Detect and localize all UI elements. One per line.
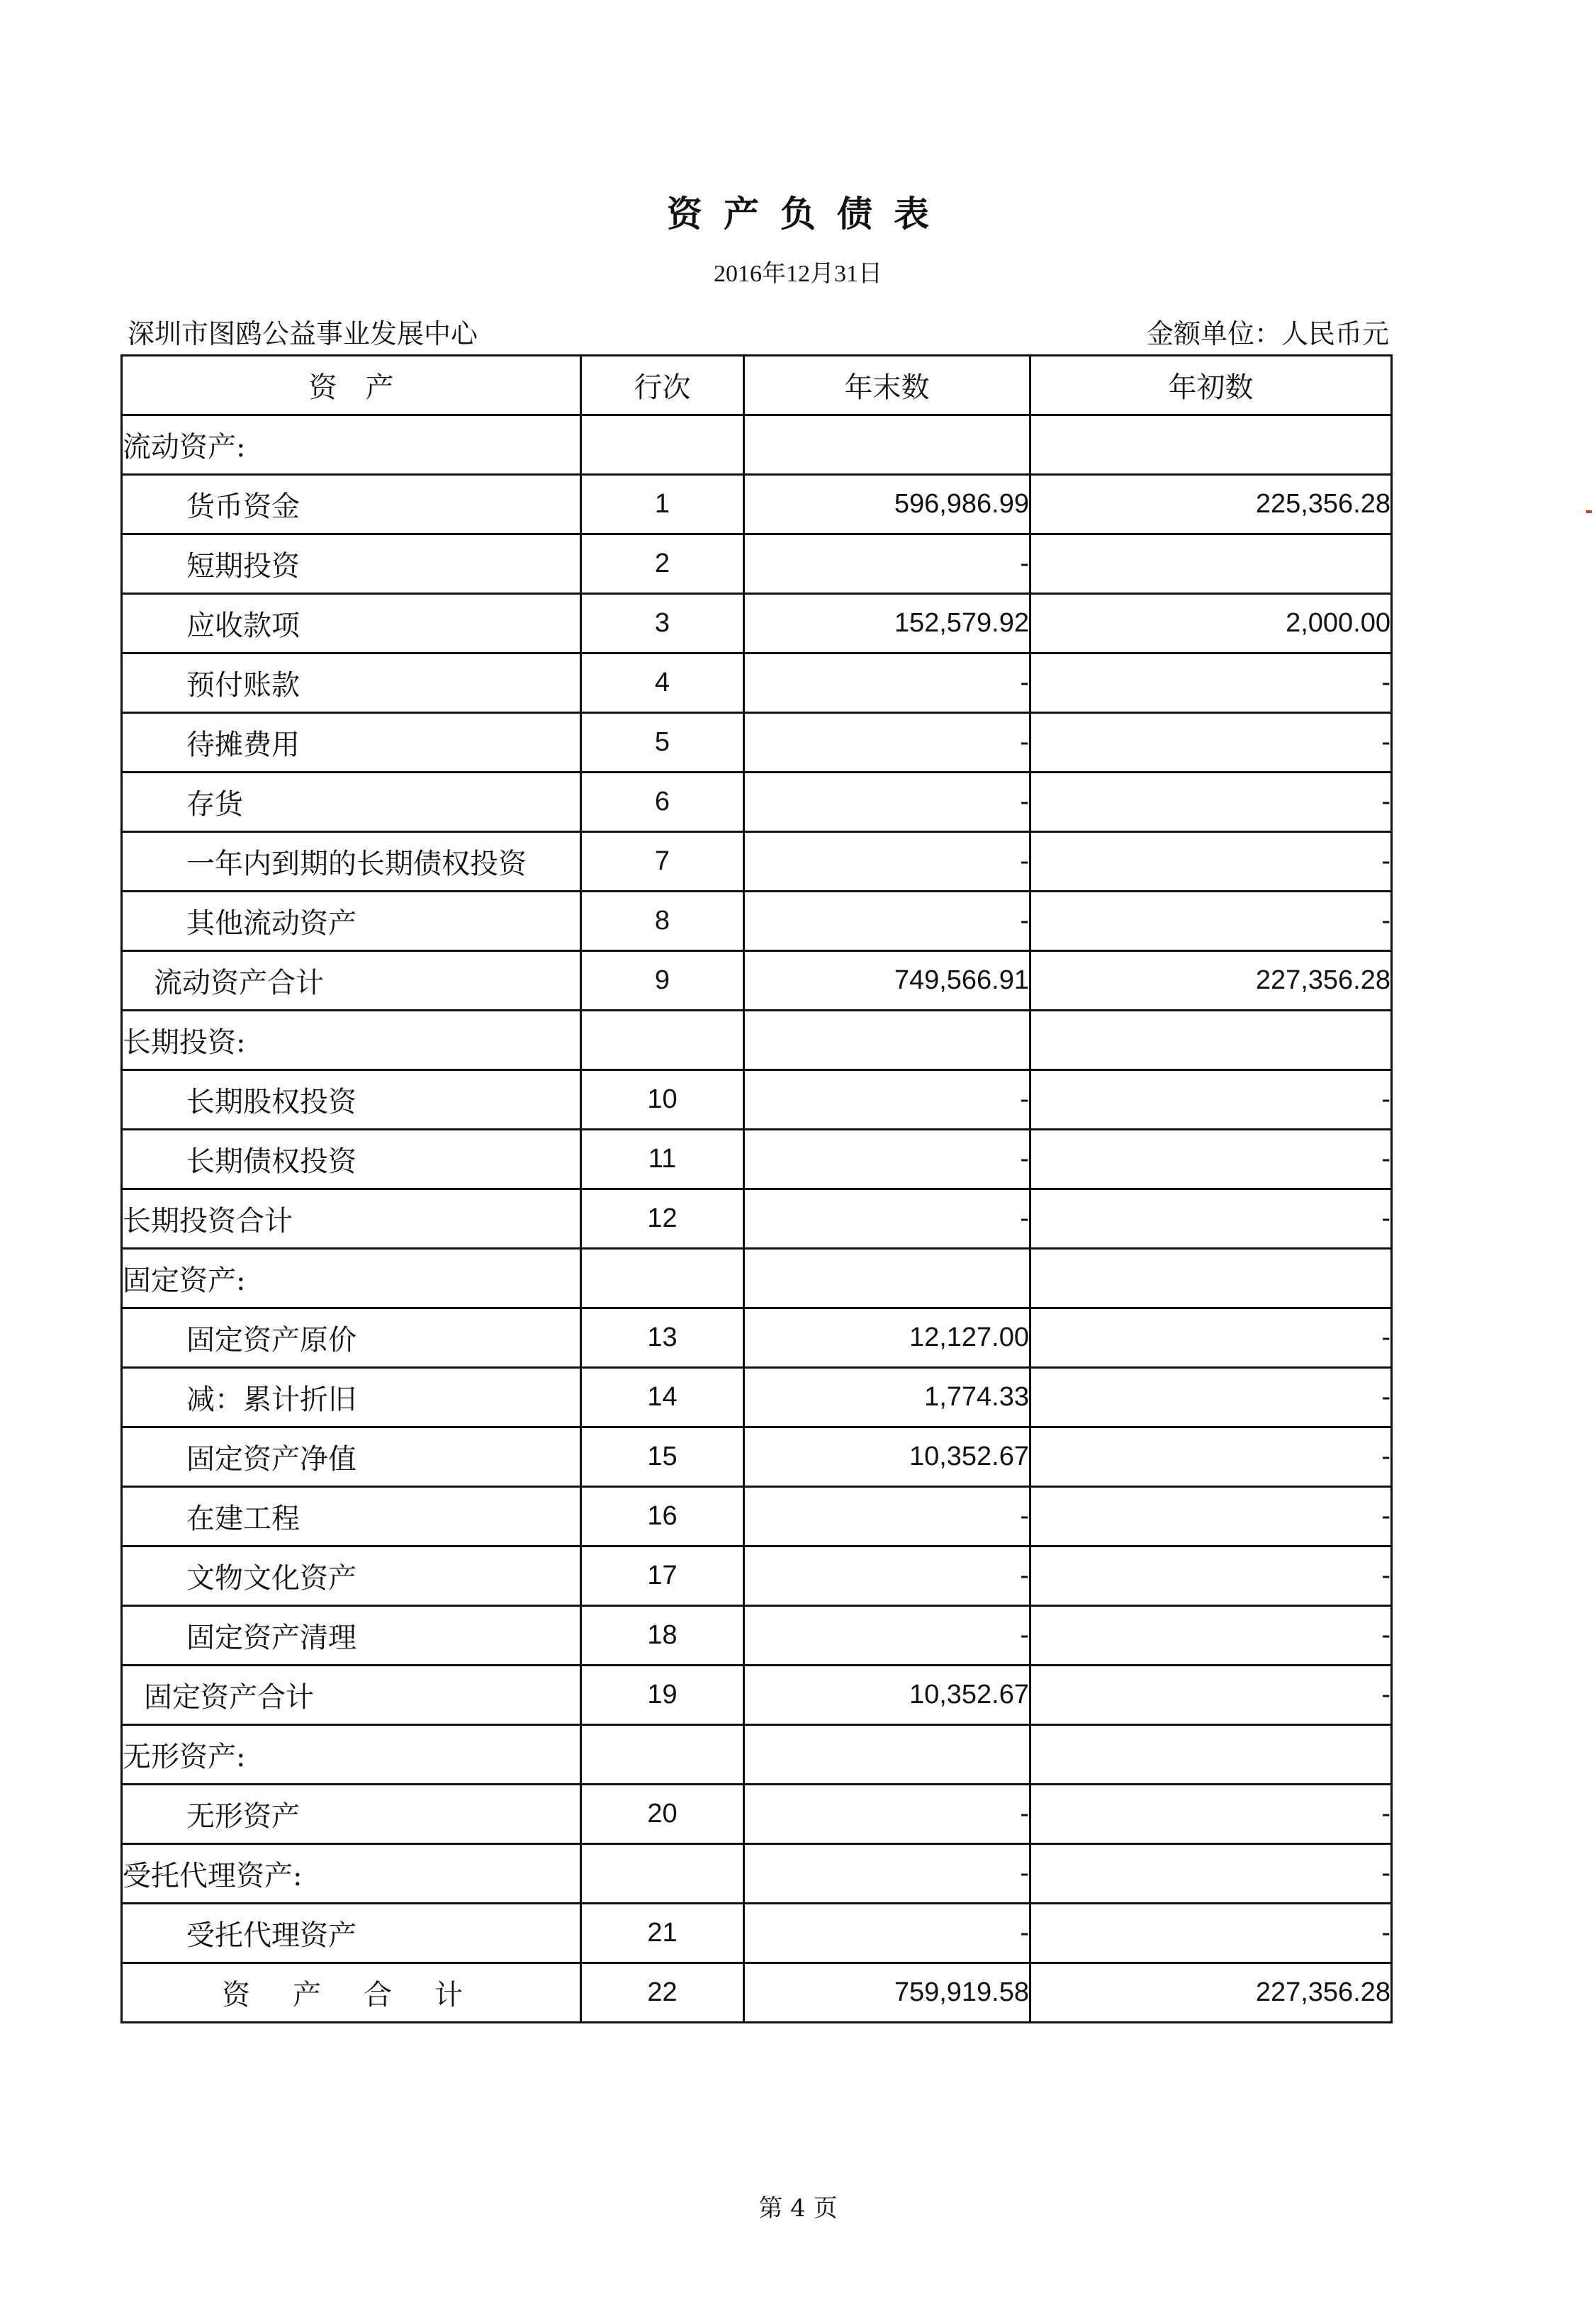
year-end-value: - [744, 1904, 1030, 1963]
column-header-asset: 资 产 [122, 356, 581, 415]
year-begin-value: - [1030, 1070, 1392, 1130]
year-begin-value: - [1030, 1427, 1392, 1487]
year-begin-value: - [1030, 1189, 1392, 1249]
year-begin-value: - [1030, 892, 1392, 951]
row-number: 8 [581, 892, 744, 951]
balance-sheet-table [120, 354, 1393, 2023]
table-row [122, 1606, 1392, 1666]
row-number: 12 [581, 1189, 744, 1249]
table-row [122, 773, 1392, 832]
year-begin-value: - [1030, 713, 1392, 773]
year-begin-value: 2,000.00 [1030, 594, 1392, 653]
row-number: 22 [581, 1963, 744, 2023]
year-begin-value: 227,356.28 [1030, 1963, 1392, 2023]
year-end-value: 1,774.33 [744, 1368, 1030, 1427]
year-begin-value: - [1030, 1844, 1392, 1904]
asset-name: 固定资产净值 [122, 1427, 581, 1487]
asset-name: 长期债权投资 [122, 1130, 581, 1189]
row-number [581, 1011, 744, 1070]
asset-name: 长期投资合计 [122, 1189, 581, 1249]
year-begin-value [1030, 1249, 1392, 1308]
row-number: 16 [581, 1487, 744, 1546]
organization-name: 深圳市图鸥公益事业发展中心 [128, 318, 478, 349]
year-begin-value [1030, 415, 1392, 475]
year-end-value: - [744, 1487, 1030, 1546]
table-row [122, 475, 1392, 534]
year-end-value: 10,352.67 [744, 1666, 1030, 1725]
table-row [122, 1666, 1392, 1725]
year-end-value: - [744, 1130, 1030, 1189]
row-number [581, 415, 744, 475]
row-number: 17 [581, 1546, 744, 1606]
year-end-value: - [744, 1785, 1030, 1844]
row-number: 9 [581, 951, 744, 1011]
row-number [581, 1249, 744, 1308]
row-number: 4 [581, 653, 744, 713]
asset-name: 一年内到期的长期债权投资 [122, 832, 581, 892]
column-header-year-begin: 年初数 [1030, 356, 1392, 415]
table-row [122, 653, 1392, 713]
year-end-value [744, 1249, 1030, 1308]
year-end-value: 10,352.67 [744, 1427, 1030, 1487]
asset-name: 无形资产 [122, 1785, 581, 1844]
year-end-value: - [744, 1606, 1030, 1666]
year-end-value: - [744, 773, 1030, 832]
table-row [122, 1844, 1392, 1904]
currency-unit: 金额单位：人民币元 [1146, 318, 1389, 349]
asset-name: 固定资产原价 [122, 1308, 581, 1368]
asset-name: 资产合计 [122, 1963, 581, 2023]
asset-name: 固定资产合计 [122, 1666, 581, 1725]
table-row [122, 1725, 1392, 1785]
row-number: 2 [581, 534, 744, 594]
asset-name: 长期投资: [122, 1011, 581, 1070]
asset-name: 货币资金 [122, 475, 581, 534]
row-number: 21 [581, 1904, 744, 1963]
year-end-value [744, 1011, 1030, 1070]
table-row [122, 1427, 1392, 1487]
table-row [122, 1368, 1392, 1427]
asset-name: 流动资产: [122, 415, 581, 475]
year-end-value [744, 415, 1030, 475]
year-begin-value [1030, 534, 1392, 594]
asset-name: 受托代理资产 [122, 1904, 581, 1963]
row-number: 5 [581, 713, 744, 773]
year-end-value: - [744, 1844, 1030, 1904]
page-title: 资产负债表 [667, 193, 950, 235]
year-begin-value: - [1030, 1606, 1392, 1666]
row-number: 14 [581, 1368, 744, 1427]
table-row [122, 713, 1392, 773]
year-begin-value: - [1030, 653, 1392, 713]
table-row [122, 1130, 1392, 1189]
year-begin-value: - [1030, 1308, 1392, 1368]
table-row [122, 1308, 1392, 1368]
asset-name: 待摊费用 [122, 713, 581, 773]
year-begin-value [1030, 1011, 1392, 1070]
table-row [122, 892, 1392, 951]
asset-name: 文物文化资产 [122, 1546, 581, 1606]
asset-name: 减：累计折旧 [122, 1368, 581, 1427]
row-number: 10 [581, 1070, 744, 1130]
asset-name: 长期股权投资 [122, 1070, 581, 1130]
year-end-value [744, 1725, 1030, 1785]
year-end-value: 152,579.92 [744, 594, 1030, 653]
year-end-value: - [744, 1546, 1030, 1606]
row-number: 11 [581, 1130, 744, 1189]
table-row-total [122, 1963, 1392, 2023]
year-begin-value: - [1030, 1368, 1392, 1427]
table-header-row [122, 356, 1392, 415]
year-begin-value: - [1030, 1487, 1392, 1546]
year-end-value: 759,919.58 [744, 1963, 1030, 2023]
asset-name: 受托代理资产: [122, 1844, 581, 1904]
row-number: 19 [581, 1666, 744, 1725]
asset-name: 短期投资 [122, 534, 581, 594]
year-begin-value [1030, 1725, 1392, 1785]
table-row [122, 1785, 1392, 1844]
table-row [122, 1189, 1392, 1249]
asset-name: 固定资产: [122, 1249, 581, 1308]
report-date: 2016年12月31日 [714, 261, 882, 287]
row-number: 6 [581, 773, 744, 832]
table-row [122, 534, 1392, 594]
asset-name: 在建工程 [122, 1487, 581, 1546]
asset-name: 其他流动资产 [122, 892, 581, 951]
year-end-value: 596,986.99 [744, 475, 1030, 534]
row-number: 13 [581, 1308, 744, 1368]
table-row [122, 1487, 1392, 1546]
asset-name: 固定资产清理 [122, 1606, 581, 1666]
page-number: 第 4 页 [758, 2194, 838, 2223]
row-number: 18 [581, 1606, 744, 1666]
year-end-value: - [744, 1189, 1030, 1249]
year-begin-value: - [1030, 1785, 1392, 1844]
row-number: 3 [581, 594, 744, 653]
year-begin-value: - [1030, 773, 1392, 832]
table-row [122, 1546, 1392, 1606]
column-header-year-end: 年末数 [744, 356, 1030, 415]
scan-mark [1586, 510, 1592, 513]
row-number: 1 [581, 475, 744, 534]
year-end-value: 749,566.91 [744, 951, 1030, 1011]
year-end-value: - [744, 534, 1030, 594]
row-number [581, 1844, 744, 1904]
table-row [122, 1070, 1392, 1130]
asset-name: 应收款项 [122, 594, 581, 653]
asset-name: 预付账款 [122, 653, 581, 713]
year-end-value: - [744, 832, 1030, 892]
year-end-value: - [744, 1070, 1030, 1130]
asset-name: 无形资产: [122, 1725, 581, 1785]
row-number: 15 [581, 1427, 744, 1487]
table-row [122, 1904, 1392, 1963]
year-begin-value: 227,356.28 [1030, 951, 1392, 1011]
table-row [122, 415, 1392, 475]
year-end-value: - [744, 713, 1030, 773]
row-number [581, 1725, 744, 1785]
row-number: 7 [581, 832, 744, 892]
table-row [122, 594, 1392, 653]
column-header-row: 行次 [581, 356, 744, 415]
table-row [122, 832, 1392, 892]
year-end-value: - [744, 892, 1030, 951]
year-begin-value: - [1030, 1546, 1392, 1606]
year-begin-value: - [1030, 1130, 1392, 1189]
table-row [122, 1249, 1392, 1308]
asset-name: 存货 [122, 773, 581, 832]
year-begin-value: - [1030, 1904, 1392, 1963]
year-begin-value: - [1030, 832, 1392, 892]
year-end-value: - [744, 653, 1030, 713]
year-begin-value: 225,356.28 [1030, 475, 1392, 534]
table-row [122, 1011, 1392, 1070]
table-row [122, 951, 1392, 1011]
asset-name: 流动资产合计 [122, 951, 581, 1011]
year-begin-value: - [1030, 1666, 1392, 1725]
year-end-value: 12,127.00 [744, 1308, 1030, 1368]
row-number: 20 [581, 1785, 744, 1844]
